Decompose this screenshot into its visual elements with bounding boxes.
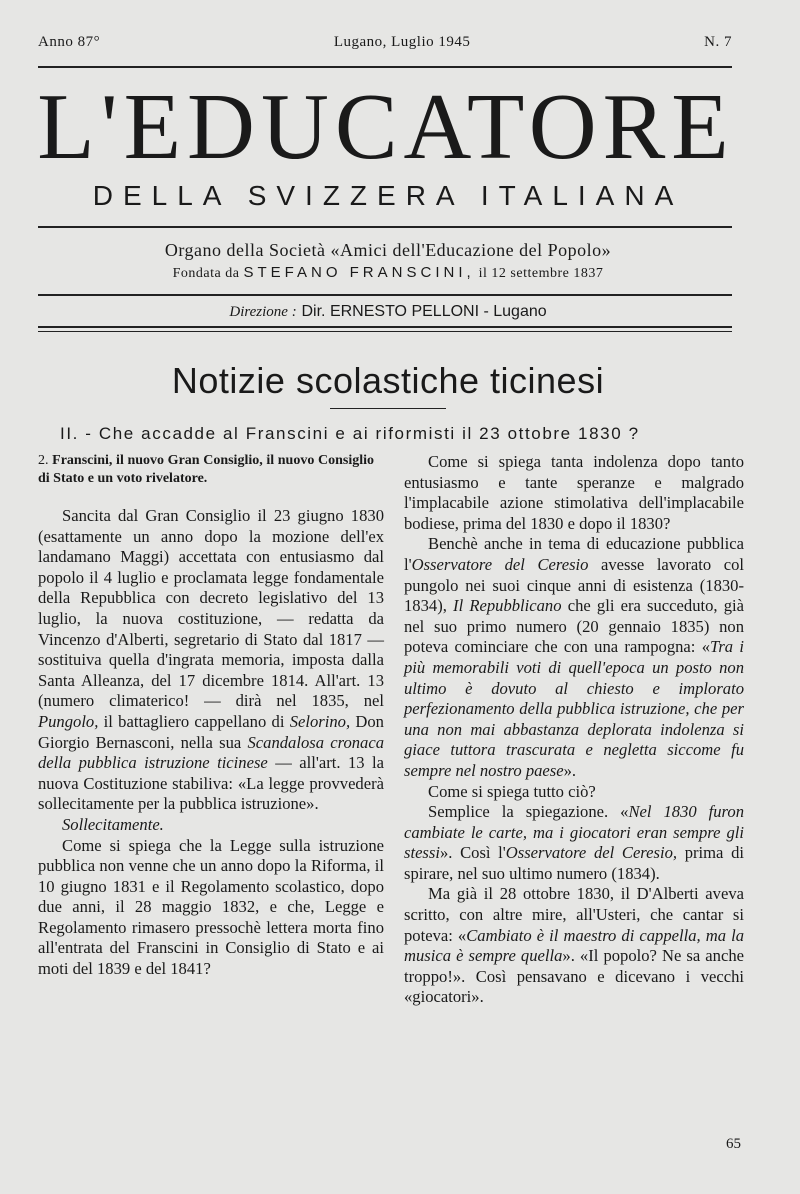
article-subtitle: II. - Che accadde al Franscini e ai riformisti il 23 ottobre 1830 ?: [60, 424, 640, 443]
text-run: Sancita dal Gran Consiglio il 23 giugno 1830 (esattamente un anno dopo la mozione dell'ex landamano Maggi) accettata con entusiasmo dal popolo il 4 luglio e proclamata legge fondamentale della Repubblica con decreto legislativo del 13 luglio, la nuova costituzione, — redatta da Vincenzo d'Alberti, segretario di Stato dal 1817 — sostituiva quella d'ingrata memoria, imposta dalla Santa Alleanza, del 17 dicembre 1814. All'art. 13 (numero climaterico! — dirà nel 1835, nel: [38, 506, 384, 711]
italic-run: Pungolo,: [38, 711, 99, 731]
right-column: [404, 452, 744, 1008]
header-rule: [38, 66, 732, 68]
italic-run: Sollecitamente.: [62, 814, 164, 834]
organ-line: Organo della Società «Amici dell'Educazione del Popolo»: [164, 240, 612, 260]
place-date: Lugano, Luglio 1945: [333, 34, 471, 50]
founded-rule: [38, 294, 732, 296]
text-run: Ma già il 28 ottobre 1830, il D'Alberti aveva scritto, con altre mire, all'Usteri, che cantar si poteva: «: [404, 884, 744, 945]
founder-name: STEFANO FRANSCINI,: [243, 264, 475, 281]
right-paragraph-1: Come si spiega tanta indolenza dopo tanto entusiasmo e tante speranze e malgrado l'implacabile azione stimolativa dell'implacabile bodiese, prima del 1830 e dopo il 1830?: [404, 452, 744, 533]
right-paragraph-2: [404, 534, 744, 781]
director-name: Dir. ERNESTO PELLONI - Lugano: [301, 303, 547, 320]
article-title: Notizie scolastiche ticinesi: [171, 360, 605, 401]
section-heading: [38, 452, 384, 488]
left-paragraph-2: [38, 815, 384, 836]
text-run: ». «Il popolo? Ne sa anche troppo!». Così pensavano e dicevano i vecchi «giocatori».: [404, 946, 744, 1007]
founded-line: [38, 264, 738, 282]
text-run: ».: [563, 760, 577, 780]
masthead-title: L'EDUCATORE: [37, 75, 735, 179]
issue-number: N. 7: [704, 34, 732, 50]
italic-run: Osservatore del Ceresio,: [505, 843, 678, 863]
page-number: 65: [726, 1136, 741, 1152]
left-paragraph-1: [38, 506, 384, 815]
text-run: il battagliero cappellano di: [98, 711, 290, 731]
text-run: Don Giorgio Bernasconi, nella sua: [38, 711, 384, 752]
text-run: avesse lavorato col pungolo nei suoi cinque anni di esistenza (1830-1834),: [404, 554, 744, 616]
left-paragraph-3: Come si spiega che la Legge sulla istruzione pubblica non venne che un anno dopo la Riforma, il 10 giugno 1831 e il Regolamento scolastico, dopo due anni, il 28 maggio 1832, e che, Legge e Regolamento rimasero pressochè lettera morta fino all'entrata del Franscini in Consiglio di Stato e ai moti del 1839 e del 1841?: [38, 835, 384, 979]
text-run: che gli era succeduto, già nel suo primo numero (20 gennaio 1835) non poteva cominciare che con una rampogna: «: [404, 596, 744, 657]
direction-label: Direzione :: [229, 304, 297, 320]
founded-prefix: Fondata da: [172, 266, 240, 281]
direction-line: [38, 302, 738, 321]
right-paragraph-4: [404, 802, 744, 884]
text-run: ». Così l': [439, 843, 506, 863]
masthead-subtitle: DELLA SVIZZERA ITALIANA: [92, 180, 684, 211]
founded-date: il 12 settembre 1837: [478, 266, 604, 281]
text-run: — all'art. 13 la nuova Costituzione stabiliva: «La legge provvederà sollecitamente per la pubblica istruzione».: [38, 753, 384, 814]
title-underline: [330, 408, 446, 409]
volume-year: Anno 87°: [38, 34, 101, 50]
italic-run: Osservatore del Ceresio: [411, 554, 589, 574]
text-run: prima di spirare, nel suo ultimo numero (1834).: [404, 843, 744, 883]
section-heading-text: Franscini, il nuovo Gran Consiglio, il nuovo Consiglio di Stato e un voto rivelatore.: [38, 453, 374, 486]
direction-rule-top: [38, 326, 732, 328]
direction-rule-bottom: [38, 331, 732, 332]
running-header: [38, 34, 732, 51]
italic-run: Nel 1830 furon cambiate le carte, ma i giocatori eran sempre gli stessi: [404, 802, 744, 863]
italic-run: Scandalosa cronaca della pubblica istruzione ticinese: [38, 732, 385, 773]
left-column: [38, 452, 384, 980]
text-run: Benchè anche in tema di educazione pubblica l': [404, 534, 744, 574]
section-number: 2.: [38, 453, 49, 468]
italic-run: Selorino,: [289, 711, 351, 731]
italic-run: Il Repubblicano: [453, 596, 562, 616]
italic-run: Cambiato è il maestro di cappella, ma la musica è sempre quella: [404, 925, 744, 966]
right-paragraph-5: [404, 884, 744, 1008]
right-paragraph-3: Come si spiega tutto ciò?: [428, 781, 596, 801]
text-run: Semplice la spiegazione. «: [428, 802, 629, 822]
masthead-rule: [38, 226, 732, 228]
italic-run: Tra i più memorabili voti di quell'epoca un posto non ultimo è dovuto al chiesto e implorato perfezionamento della pubblica istruzione, che per una non mai abbastanza deplorata indolenza si giace tuttora trascurata e negletta siccome fu sempre nel nostro paese: [404, 637, 744, 780]
